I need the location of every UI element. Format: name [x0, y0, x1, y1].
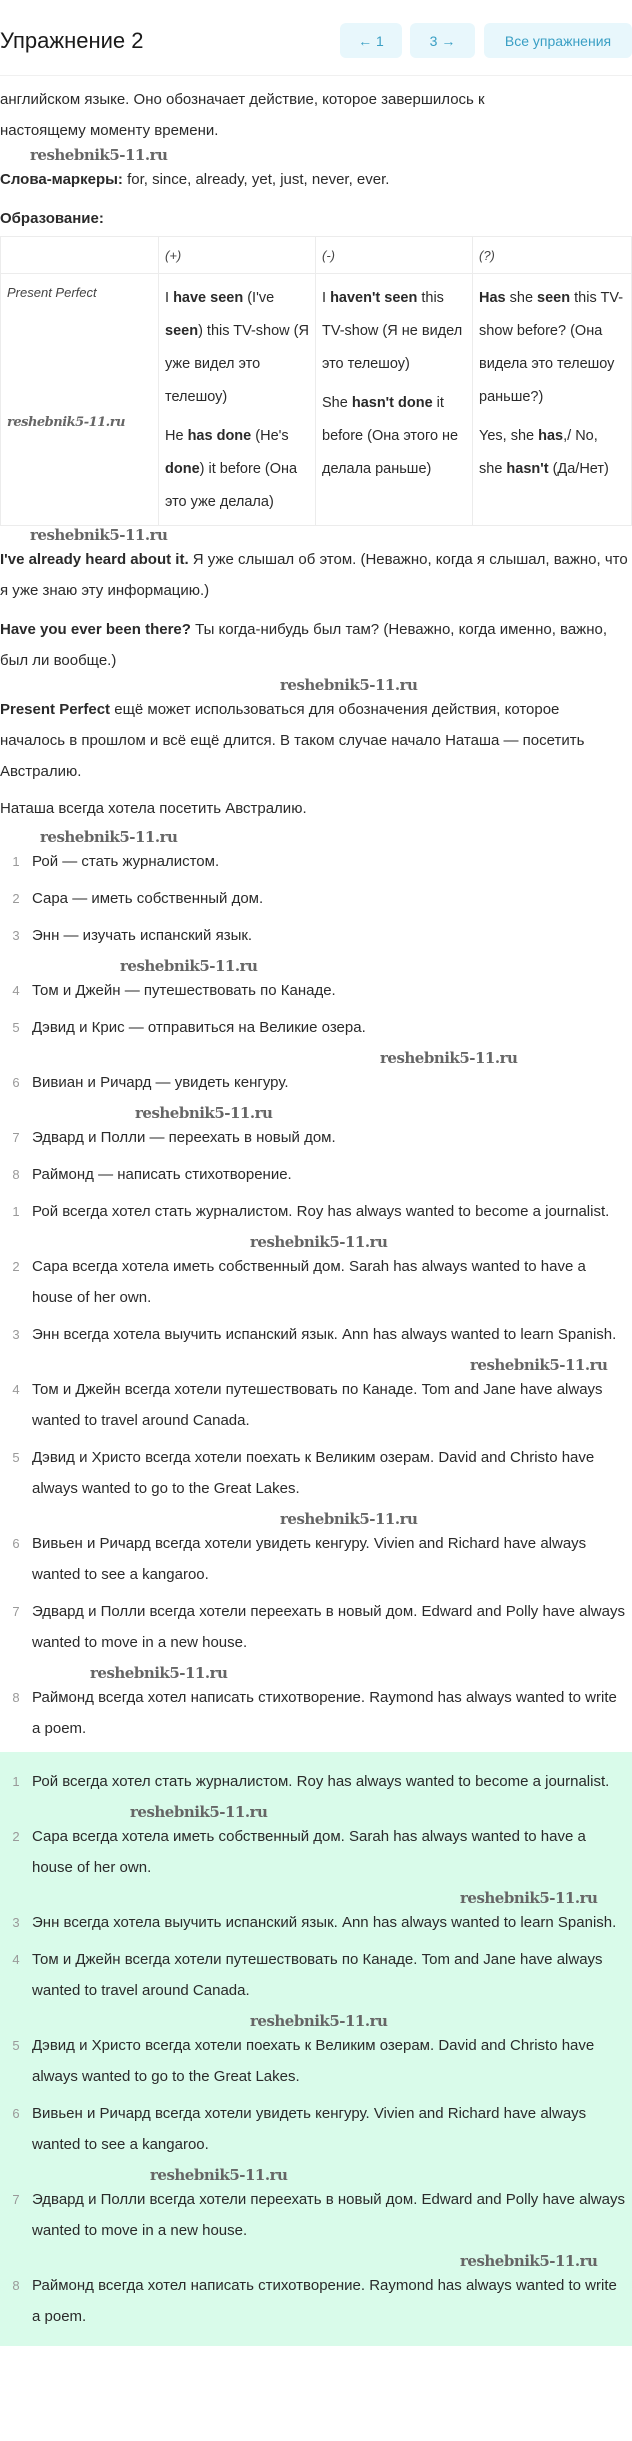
item-number: 1 — [12, 854, 20, 869]
list-item — [0, 920, 632, 951]
list-item — [0, 1442, 632, 1504]
item-text: Том и Джейн — путешествовать по Канаде. — [32, 982, 336, 999]
item-text: Эдвард и Полли всегда хотели переехать в новый дом. Edward and Polly have always wanted to move in a new house. — [32, 1603, 625, 1651]
list-item — [0, 1821, 632, 1883]
answer-list — [0, 1766, 632, 2332]
item-number: 2 — [12, 1259, 20, 1274]
list-item — [0, 1319, 632, 1350]
tense-name: Present Perfect — [7, 285, 97, 300]
item-number: 8 — [12, 1690, 20, 1705]
example-paragraph: I've already heard about it. Я уже слышал об этом. (Неважно, когда я слышал, важно, что я уже знаю эту информацию.) — [0, 551, 628, 599]
list-item — [0, 1012, 632, 1043]
item-text: Дэвид и Христо всегда хотели поехать к Великим озерам. David and Christo have always wanted to go to the Great Lakes. — [32, 1449, 595, 1497]
item-text: Том и Джейн всегда хотели путешествовать по Канаде. Tom and Jane have always wanted to travel around Canada. — [32, 1381, 603, 1429]
watermark: reshebnik5-11.ru — [250, 2012, 388, 2030]
watermark: reshebnik5-11.ru — [7, 415, 126, 430]
prev-exercise-button[interactable]: ← 1 — [340, 23, 402, 58]
list-item — [0, 2098, 632, 2160]
item-text: Сара всегда хотела иметь собственный дом. Sarah has always wanted to have a house of her own. — [32, 1258, 586, 1306]
watermark: reshebnik5-11.ru — [460, 1889, 598, 1907]
item-number: 2 — [12, 1829, 20, 1844]
list-item — [0, 883, 632, 914]
list-item — [0, 846, 632, 877]
negative-cell: I haven't seen this TV-show (Я не видел это телешоу) She hasn't done it before (Она этого не делала раньше) — [316, 274, 473, 526]
next-exercise-button[interactable]: 3 → — [410, 23, 475, 58]
watermark: reshebnik5-11.ru — [280, 676, 418, 694]
item-text: Энн — изучать испанский язык. — [32, 927, 253, 944]
item-number: 6 — [12, 1536, 20, 1551]
exercise-header — [0, 0, 632, 76]
item-text: Рой всегда хотел стать журналистом. Roy has always wanted to become a journalist. — [32, 1203, 610, 1220]
item-number: 5 — [12, 1020, 20, 1035]
item-number: 3 — [12, 928, 20, 943]
intro-text: английском языке. Оно обозначает действие, которое завершилось к настоящему моменту времени. — [0, 91, 485, 139]
item-text: Вивьен и Ричард всегда хотели увидеть кенгуру. Vivien and Richard have always wanted to see a kangaroo. — [32, 2105, 587, 2153]
item-number: 6 — [12, 2106, 20, 2121]
item-text: Раймонд — написать стихотворение. — [32, 1166, 292, 1183]
watermark: reshebnik5-11.ru — [470, 1356, 608, 1374]
list-item — [0, 1766, 632, 1797]
example-paragraph: Present Perfect ещё может использоваться для обозначения действия, которое началось в прошлом и всё ещё длится. В таком случае начало Наташа — посетить Австралию. — [0, 701, 585, 780]
item-number: 4 — [12, 983, 20, 998]
list-item — [0, 1596, 632, 1658]
item-number: 2 — [12, 891, 20, 906]
item-text: Раймонд всегда хотел написать стихотворение. Raymond has always wanted to write a poem. — [32, 1689, 617, 1737]
list-item — [0, 2030, 632, 2092]
list-item — [0, 1374, 632, 1436]
question-cell: Has she seen this TV-show before? (Она видела это телешоу раньше?) Yes, she has,/ No, she hasn't (Да/Нет) — [473, 274, 632, 526]
watermark: reshebnik5-11.ru — [30, 526, 168, 544]
item-number: 7 — [12, 2192, 20, 2207]
markers-line — [0, 164, 632, 195]
item-text: Дэвид и Христо всегда хотели поехать к Великим озерам. David and Christo have always wanted to go to the Great Lakes. — [32, 2037, 595, 2085]
item-number: 5 — [12, 2038, 20, 2053]
exercise-content — [0, 76, 632, 2346]
list-item — [0, 1682, 632, 1744]
item-text: Рой — стать журналистом. — [32, 853, 220, 870]
example-paragraph: Have you ever been there? Ты когда-нибудь был там? (Неважно, когда именно, важно, был ли вообще.) — [0, 621, 608, 669]
watermark: reshebnik5-11.ru — [40, 828, 178, 846]
item-number: 4 — [12, 1382, 20, 1397]
watermark: reshebnik5-11.ru — [280, 1510, 418, 1528]
solution-list — [0, 1196, 632, 1744]
item-text: Сара всегда хотела иметь собственный дом. Sarah has always wanted to have a house of her own. — [32, 1828, 586, 1876]
list-item — [0, 1122, 632, 1153]
table-header-row — [1, 237, 632, 274]
task-list — [0, 828, 632, 1190]
watermark: reshebnik5-11.ru — [130, 1803, 268, 1821]
item-number: 5 — [12, 1450, 20, 1465]
list-item — [0, 2184, 632, 2246]
watermark: reshebnik5-11.ru — [250, 1233, 388, 1251]
markers-label: Слова-маркеры: — [0, 171, 123, 188]
item-text: Вивьен и Ричард всегда хотели увидеть кенгуру. Vivien and Richard have always wanted to see a kangaroo. — [32, 1535, 587, 1583]
list-item — [0, 1196, 632, 1227]
table-header: (-) — [316, 237, 473, 274]
table-row — [1, 274, 632, 526]
watermark: reshebnik5-11.ru — [135, 1104, 273, 1122]
table-header: (+) — [159, 237, 316, 274]
markers-text: for, since, already, yet, just, never, ever. — [122, 171, 390, 188]
example-sentence: Наташа всегда хотела посетить Австралию. — [0, 800, 307, 817]
item-number: 3 — [12, 1327, 20, 1342]
answer-box — [0, 1752, 632, 2346]
table-header: (?) — [473, 237, 632, 274]
item-number: 3 — [12, 1915, 20, 1930]
item-text: Том и Джейн всегда хотели путешествовать по Канаде. Tom and Jane have always wanted to travel around Canada. — [32, 1951, 603, 1999]
item-text: Энн всегда хотела выучить испанский язык. Ann has always wanted to learn Spanish. — [32, 1914, 617, 1931]
list-item — [0, 1251, 632, 1313]
item-number: 6 — [12, 1075, 20, 1090]
item-text: Вивиан и Ричард — увидеть кенгуру. — [32, 1074, 289, 1091]
formation-label: Образование: — [0, 210, 104, 227]
all-exercises-button[interactable]: Все упражнения — [484, 23, 632, 58]
watermark: reshebnik5-11.ru — [380, 1049, 518, 1067]
item-text: Эдвард и Полли всегда хотели переехать в новый дом. Edward and Polly have always wanted to move in a new house. — [32, 2191, 625, 2239]
watermark: reshebnik5-11.ru — [90, 1664, 228, 1682]
watermark: reshebnik5-11.ru — [120, 957, 258, 975]
list-item — [0, 975, 632, 1006]
table-header — [1, 237, 159, 274]
list-item — [0, 1159, 632, 1190]
item-number: 1 — [12, 1204, 20, 1219]
list-item — [0, 1528, 632, 1590]
tense-cell — [1, 274, 159, 526]
item-text: Раймонд всегда хотел написать стихотворение. Raymond has always wanted to write a poem. — [32, 2277, 617, 2325]
item-number: 4 — [12, 1952, 20, 1967]
watermark: reshebnik5-11.ru — [150, 2166, 288, 2184]
item-text: Эдвард и Полли — переехать в новый дом. — [32, 1129, 336, 1146]
item-text: Рой всегда хотел стать журналистом. Roy has always wanted to become a journalist. — [32, 1773, 610, 1790]
page-title: Упражнение 2 — [0, 28, 144, 53]
item-text: Энн всегда хотела выучить испанский язык. Ann has always wanted to learn Spanish. — [32, 1326, 617, 1343]
item-number: 8 — [12, 1167, 20, 1182]
item-number: 7 — [12, 1130, 20, 1145]
item-text: Сара — иметь собственный дом. — [32, 890, 264, 907]
item-number: 8 — [12, 2278, 20, 2293]
list-item — [0, 1907, 632, 1938]
item-number: 7 — [12, 1604, 20, 1619]
list-item — [0, 1944, 632, 2006]
item-text: Дэвид и Крис — отправиться на Великие озера. — [32, 1019, 366, 1036]
list-item — [0, 1067, 632, 1098]
item-number: 1 — [12, 1774, 20, 1789]
watermark: reshebnik5-11.ru — [30, 146, 168, 164]
formation-table — [0, 236, 632, 526]
affirmative-cell: I have seen (I've seen) this TV-show (Я уже видел это телешоу) He has done (He's done) it before (Она это уже делала) — [159, 274, 316, 526]
watermark: reshebnik5-11.ru — [460, 2252, 598, 2270]
list-item — [0, 2270, 632, 2332]
